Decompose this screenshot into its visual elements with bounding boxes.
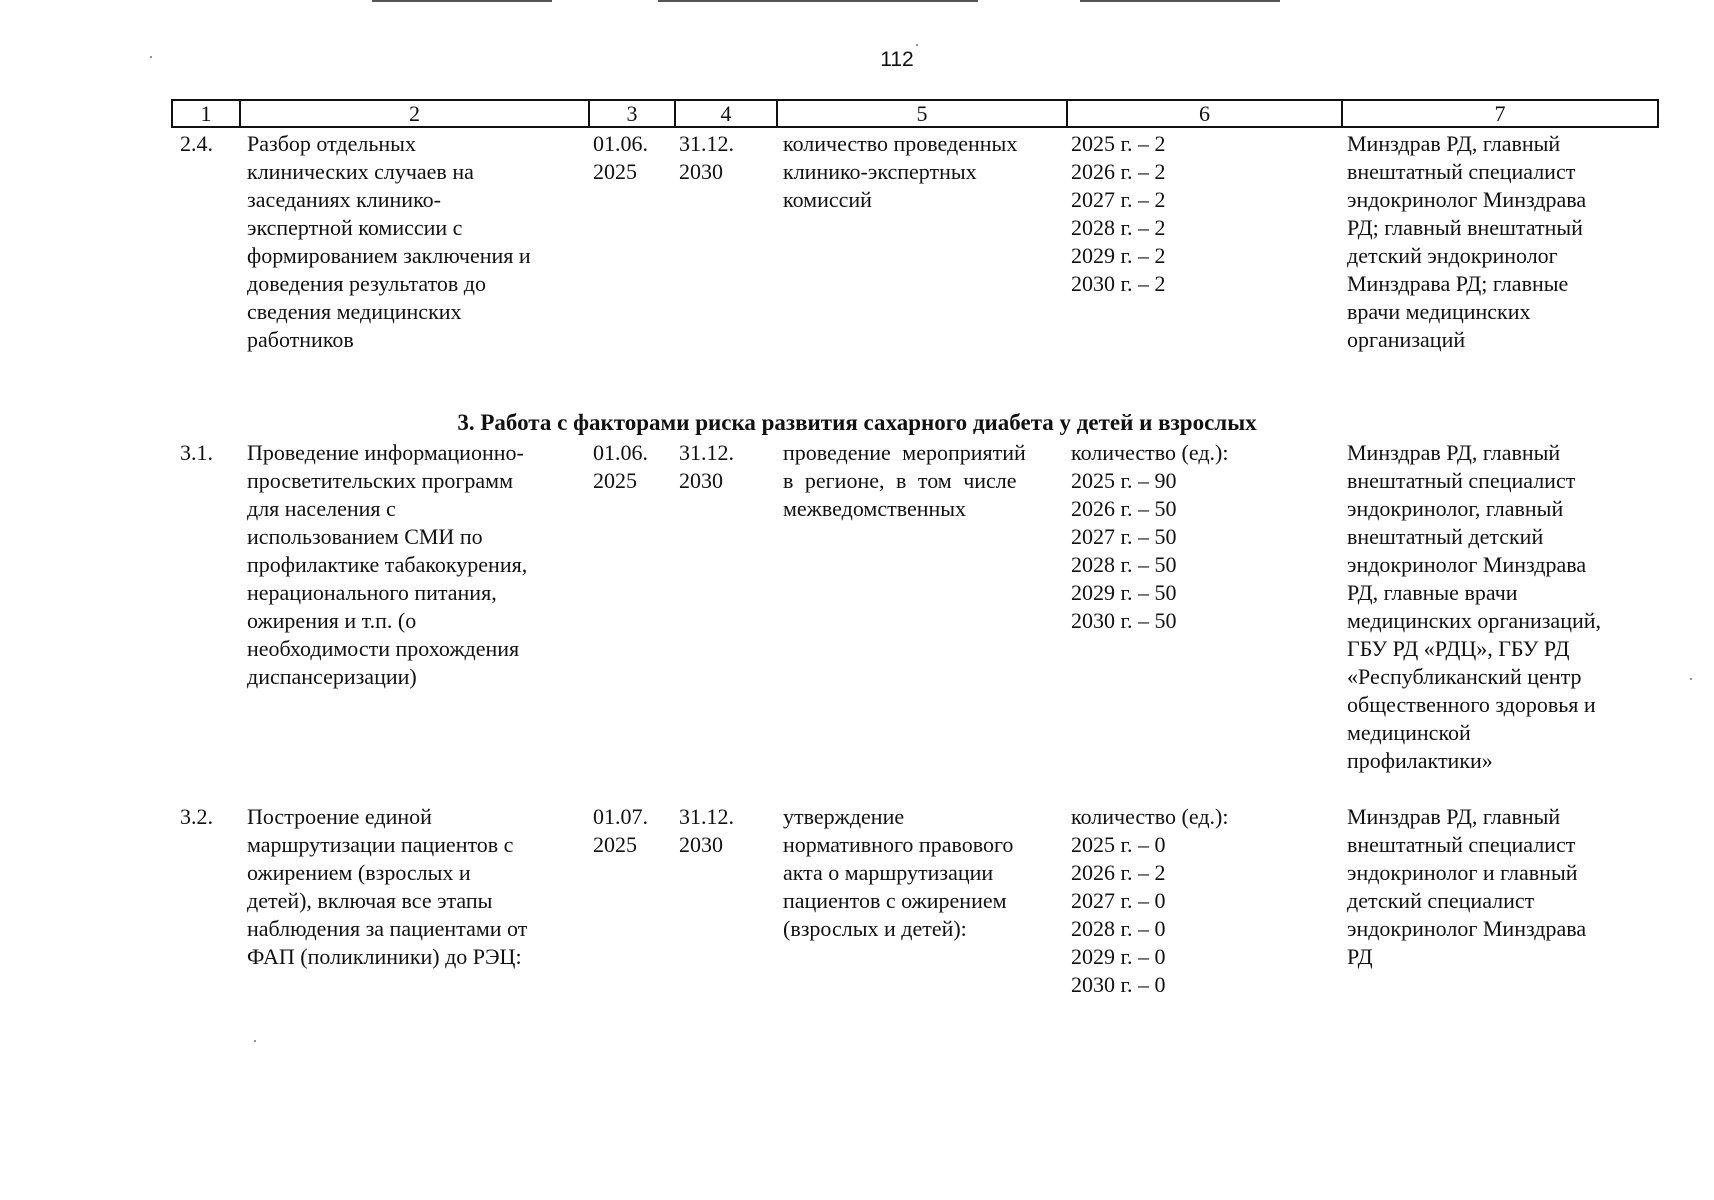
start-date-line: 01.06. bbox=[593, 131, 648, 156]
target-value-line: 2030 г. – 2 bbox=[1071, 271, 1166, 296]
target-value-line: 2025 г. – 2 bbox=[1071, 131, 1166, 156]
responsible-line: детский эндокринолог bbox=[1347, 243, 1558, 268]
responsible-line: ГБУ РД «РДЦ», ГБУ РД bbox=[1347, 636, 1570, 661]
responsible-line: внештатный специалист bbox=[1347, 468, 1576, 493]
target-value-line: 2026 г. – 2 bbox=[1071, 860, 1166, 885]
row-number: 3.2. bbox=[180, 804, 213, 829]
end-date-line: 2030 bbox=[679, 468, 723, 493]
indicator-line: в регионе, в том числе bbox=[783, 468, 1017, 493]
activity-name-line: сведения медицинских bbox=[247, 299, 462, 324]
activity-name-line: работников bbox=[247, 327, 354, 352]
responsible-line: медицинских организаций, bbox=[1347, 608, 1602, 633]
responsible-line: эндокринолог Минздрава bbox=[1347, 916, 1587, 941]
start-date-line: 01.07. bbox=[593, 804, 648, 829]
responsible-line: эндокринолог, главный bbox=[1347, 496, 1564, 521]
activity-name-line: нерационального питания, bbox=[247, 580, 497, 605]
header-cell-4: 4 bbox=[674, 101, 776, 126]
row-number: 2.4. bbox=[180, 131, 213, 156]
scan-edge-line bbox=[1080, 0, 1280, 2]
activity-name bbox=[247, 130, 531, 354]
responsible-line: внештатный специалист bbox=[1347, 832, 1576, 857]
activity-name-line: доведения результатов до bbox=[247, 271, 487, 296]
target-value-line: 2030 г. – 0 bbox=[1071, 972, 1166, 997]
responsible-line: Минздрав РД, главный bbox=[1347, 440, 1561, 465]
activity-name bbox=[247, 439, 527, 691]
target-value-line: 2025 г. – 90 bbox=[1071, 468, 1177, 493]
activity-name-line: экспертной комиссии с bbox=[247, 215, 463, 240]
start-date bbox=[593, 130, 648, 186]
header-cell-6: 6 bbox=[1066, 101, 1341, 126]
target-value-line: 2028 г. – 2 bbox=[1071, 215, 1166, 240]
scan-speck bbox=[254, 1040, 256, 1042]
activity-name-line: клинических случаев на bbox=[247, 159, 474, 184]
responsible-line: Минздрав РД, главный bbox=[1347, 804, 1561, 829]
responsible bbox=[1347, 439, 1601, 775]
indicator-line: количество проведенных bbox=[783, 131, 1018, 156]
target-values bbox=[1071, 439, 1228, 635]
responsible-line: организаций bbox=[1347, 327, 1466, 352]
indicator-line: проведение мероприятий bbox=[783, 440, 1026, 465]
target-value-line: 2030 г. – 50 bbox=[1071, 608, 1177, 633]
activity-name-line: ФАП (поликлиники) до РЭЦ: bbox=[247, 944, 522, 969]
activity-name bbox=[247, 803, 527, 971]
responsible-line: РД, главные врачи bbox=[1347, 580, 1518, 605]
responsible-line: общественного здоровья и bbox=[1347, 692, 1596, 717]
header-cell-3: 3 bbox=[588, 101, 674, 126]
indicator bbox=[783, 803, 1013, 943]
end-date-line: 31.12. bbox=[679, 131, 734, 156]
responsible-line: эндокринолог Минздрава bbox=[1347, 187, 1587, 212]
table-header-row bbox=[171, 99, 1659, 128]
target-value-line: 2028 г. – 50 bbox=[1071, 552, 1177, 577]
target-value-line: 2029 г. – 0 bbox=[1071, 944, 1166, 969]
target-value-line: 2027 г. – 0 bbox=[1071, 888, 1166, 913]
responsible-line: Минздрава РД; главные bbox=[1347, 271, 1569, 296]
start-date bbox=[593, 439, 648, 495]
activity-name-line: для населения с bbox=[247, 496, 396, 521]
responsible bbox=[1347, 130, 1586, 354]
activity-name-line: детей), включая все этапы bbox=[247, 888, 493, 913]
end-date-line: 2030 bbox=[679, 159, 723, 184]
start-date-line: 2025 bbox=[593, 832, 637, 857]
indicator-line: (взрослых и детей): bbox=[783, 916, 967, 941]
indicator-line: нормативного правового bbox=[783, 832, 1014, 857]
target-value-line: 2029 г. – 2 bbox=[1071, 243, 1166, 268]
row-number: 3.1. bbox=[180, 440, 213, 465]
activity-name-line: наблюдения за пациентами от bbox=[247, 916, 528, 941]
indicator-line: комиссий bbox=[783, 187, 872, 212]
responsible-line: медицинской bbox=[1347, 720, 1471, 745]
header-cell-2: 2 bbox=[239, 101, 588, 126]
responsible-line: РД bbox=[1347, 944, 1373, 969]
target-value-line: 2025 г. – 0 bbox=[1071, 832, 1166, 857]
activity-name-line: ожирением (взрослых и bbox=[247, 860, 471, 885]
header-cell-5: 5 bbox=[776, 101, 1066, 126]
target-value-line: 2027 г. – 2 bbox=[1071, 187, 1166, 212]
responsible-line: внештатный специалист bbox=[1347, 159, 1576, 184]
responsible-line: Минздрав РД, главный bbox=[1347, 131, 1561, 156]
target-value-line: 2027 г. – 50 bbox=[1071, 524, 1177, 549]
indicator bbox=[783, 130, 1017, 214]
header-cell-1: 1 bbox=[200, 101, 212, 126]
activity-name-line: ожирения и т.п. (о bbox=[247, 608, 417, 633]
start-date-line: 01.06. bbox=[593, 440, 648, 465]
scan-speck bbox=[1690, 678, 1692, 680]
target-value-line: 2026 г. – 50 bbox=[1071, 496, 1177, 521]
indicator-line: акта о маршрутизации bbox=[783, 860, 994, 885]
activity-name-line: Проведение информационно- bbox=[247, 440, 524, 465]
indicator-line: утверждение bbox=[783, 804, 905, 829]
scan-edge-line bbox=[658, 0, 978, 2]
responsible-line: РД; главный внештатный bbox=[1347, 215, 1583, 240]
end-date bbox=[679, 130, 734, 186]
responsible-line: эндокринолог и главный bbox=[1347, 860, 1578, 885]
activity-name-line: профилактике табакокурения, bbox=[247, 552, 528, 577]
target-value-line: 2026 г. – 2 bbox=[1071, 159, 1166, 184]
activity-name-line: формированием заключения и bbox=[247, 243, 531, 268]
start-date-line: 2025 bbox=[593, 159, 637, 184]
activity-name-line: использованием СМИ по bbox=[247, 524, 483, 549]
indicator-line: клинико-экспертных bbox=[783, 159, 977, 184]
target-value-line: 2028 г. – 0 bbox=[1071, 916, 1166, 941]
responsible-line: эндокринолог Минздрава bbox=[1347, 552, 1587, 577]
target-values bbox=[1071, 803, 1228, 999]
end-date-line: 31.12. bbox=[679, 804, 734, 829]
target-value-line: количество (ед.): bbox=[1071, 804, 1229, 829]
start-date-line: 2025 bbox=[593, 468, 637, 493]
activity-name-line: необходимости прохождения bbox=[247, 636, 520, 661]
activity-name-line: заседаниях клинико- bbox=[247, 187, 441, 212]
indicator-line: межведомственных bbox=[783, 496, 967, 521]
start-date bbox=[593, 803, 648, 859]
responsible bbox=[1347, 803, 1586, 971]
indicator-line: пациентов с ожирением bbox=[783, 888, 1007, 913]
end-date-line: 2030 bbox=[679, 832, 723, 857]
activity-name-line: диспансеризации) bbox=[247, 664, 417, 689]
responsible-line: профилактики» bbox=[1347, 748, 1493, 773]
end-date-line: 31.12. bbox=[679, 440, 734, 465]
end-date bbox=[679, 803, 734, 859]
page-number: 112 bbox=[880, 48, 914, 71]
responsible-line: внештатный детский bbox=[1347, 524, 1544, 549]
activity-name-line: Построение единой bbox=[247, 804, 432, 829]
target-value-line: количество (ед.): bbox=[1071, 440, 1229, 465]
target-value-line: 2029 г. – 50 bbox=[1071, 580, 1177, 605]
responsible-line: детский специалист bbox=[1347, 888, 1535, 913]
activity-name-line: маршрутизации пациентов с bbox=[247, 832, 514, 857]
responsible-line: «Республиканский центр bbox=[1347, 664, 1582, 689]
responsible-line: врачи медицинских bbox=[1347, 299, 1531, 324]
activity-name-line: просветительских программ bbox=[247, 468, 514, 493]
indicator bbox=[783, 439, 1026, 523]
header-cell-7: 7 bbox=[1341, 101, 1657, 126]
scan-edge-line bbox=[372, 0, 552, 2]
end-date bbox=[679, 439, 734, 495]
target-values bbox=[1071, 130, 1166, 298]
section-heading: 3. Работа с факторами риска развития сахарного диабета у детей и взрослых bbox=[457, 410, 1257, 435]
activity-name-line: Разбор отдельных bbox=[247, 131, 416, 156]
scan-speck bbox=[916, 44, 918, 46]
